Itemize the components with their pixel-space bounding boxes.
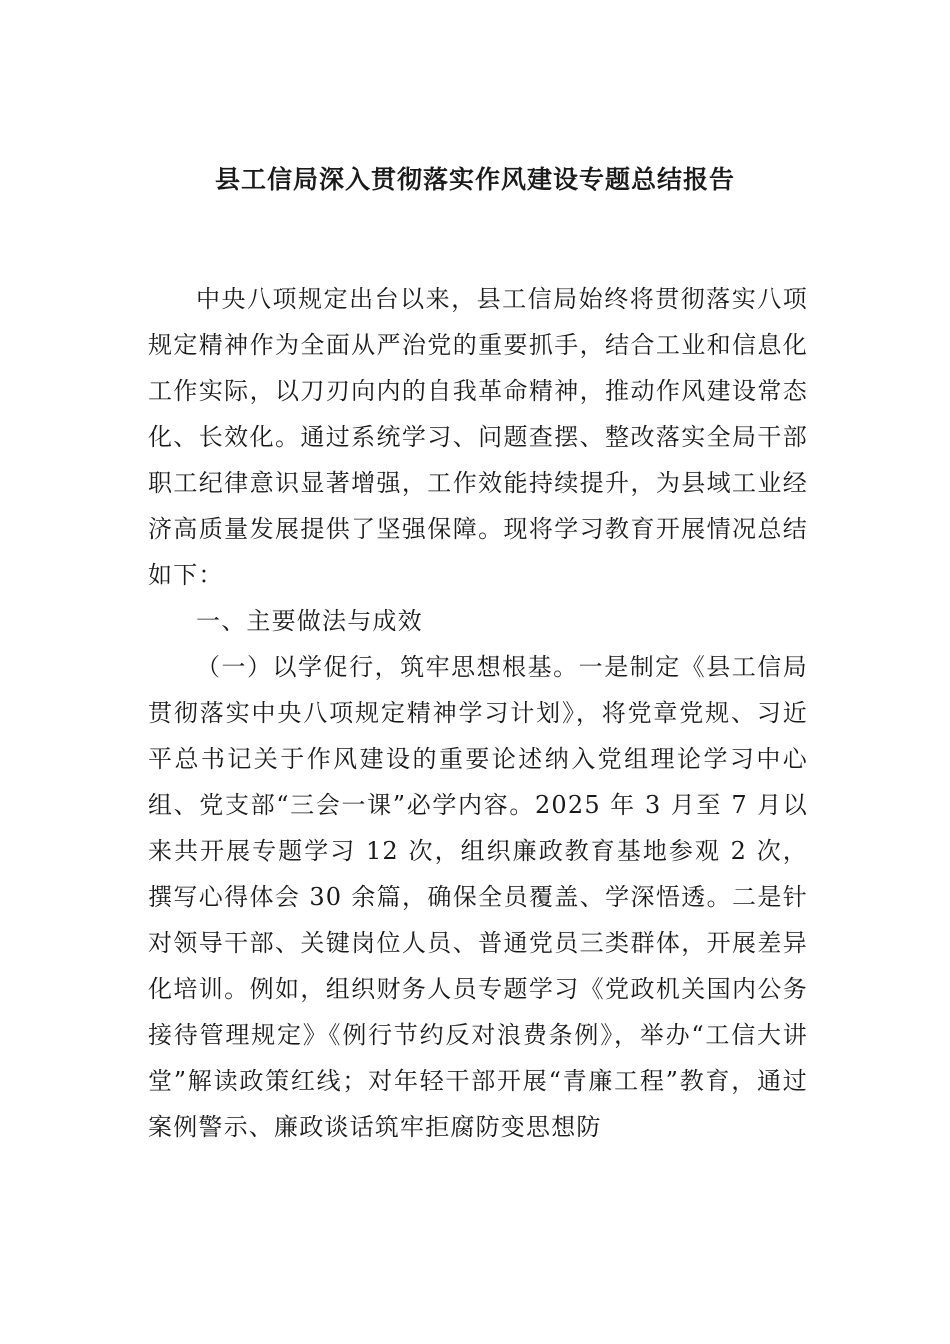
document-body [148,276,808,1150]
document-title: 县工信局深入贯彻落实作风建设专题总结报告 [214,165,735,194]
subsection-paragraph: （一）以学促行，筑牢思想根基。一是制定《县工信局贯彻落实中央八项规定精神学习计划》，将党章党规、习近平总书记关于作风建设的重要论述纳入党组理论学习中心组、党支部“三会一课”必学内容。2025 年 3 月至 7 月以来共开展专题学习 12 次，组织廉政教育基地参观 2 次，撰写心得体会 30 余篇，确保全员覆盖、学深悟透。二是针对领导干部、关键岗位人员、普通党员三类群体，开展差异化培训。例如，组织财务人员专题学习《党政机关国内公务接待管理规定》《例行节约反对浪费条例》，举办“工信大讲堂”解读政策红线；对年轻干部开展“青廉工程”教育，通过案例警示、廉政谈话筑牢拒腐防变思想防 [148,653,808,1141]
section-heading: 一、主要做法与成效 [196,607,423,635]
intro-paragraph: 中央八项规定出台以来，县工信局始终将贯彻落实八项规定精神作为全面从严治党的重要抓手，结合工业和信息化工作实际，以刀刃向内的自我革命精神，推动作风建设常态化、长效化。通过系统学习、问题查摆、整改落实全局干部职工纪律意识显著增强，工作效能持续提升，为县域工业经济高质量发展提供了坚强保障。现将学习教育开展情况总结如下： [148,285,808,589]
